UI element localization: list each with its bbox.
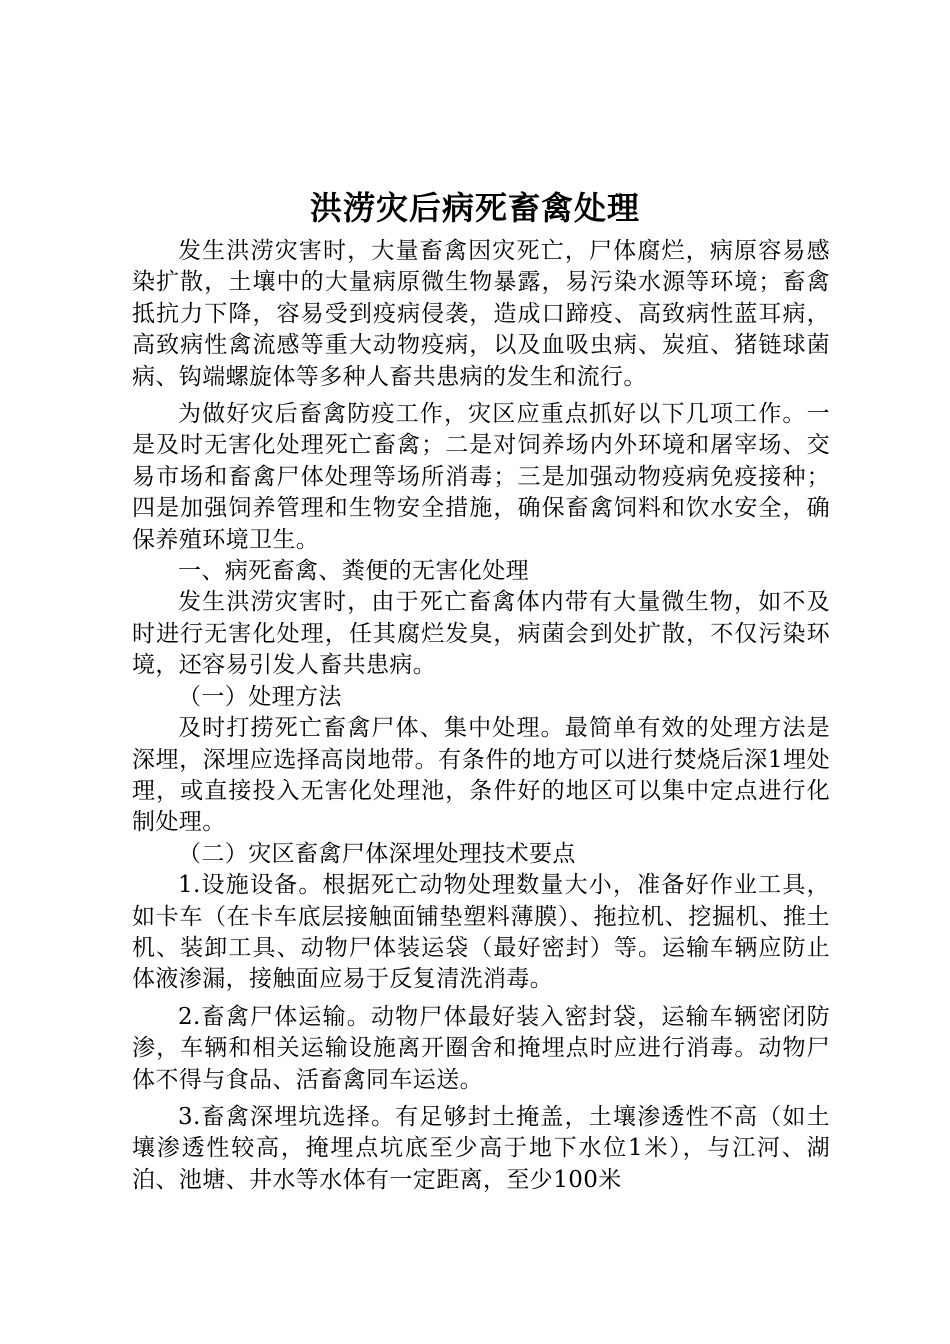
paragraph-item-3: 3.畜禽深埋坑选择。有足够封土掩盖，土壤渗透性不高（如土壤渗透性较高，掩埋点坑底至少高于地下水位1米），与江河、湖泊、池塘、井水等水体有一定距离，至少100米 xyxy=(132,1103,830,1193)
paragraph-overview: 为做好灾后畜禽防疫工作，灾区应重点抓好以下几项工作。一是及时无害化处理死亡畜禽；二是对饲养场内外环境和屠宰场、交易市场和畜禽尸体处理等场所消毒；三是加强动物疫病免疫接种；四是加强饲养管理和生物安全措施，确保畜禽饲料和饮水安全，确保养殖环境卫生。 xyxy=(132,401,830,553)
document-body xyxy=(132,236,830,1196)
paragraph-section-1: 发生洪涝灾害时，由于死亡畜禽体内带有大量微生物，如不及时进行无害化处理，任其腐烂发臭，病菌会到处扩散，不仅污染环境，还容易引发人畜共患病。 xyxy=(132,589,830,679)
subsection-heading-1: （一）处理方法 xyxy=(178,683,342,710)
paragraph-intro: 发生洪涝灾害时，大量畜禽因灾死亡，尸体腐烂，病原容易感染扩散，土壤中的大量病原微生物暴露，易污染水源等环境；畜禽抵抗力下降，容易受到疫病侵袭，造成口蹄疫、高致病性蓝耳病，高致病性禽流感等重大动物疫病，以及血吸虫病、炭疽、猪链球菌病、钩端螺旋体等多种人畜共患病的发生和流行。 xyxy=(132,238,830,390)
document-title: 洪涝灾后病死畜禽处理 xyxy=(309,189,640,227)
subsection-heading-2: （二）灾区畜禽尸体深埋处理技术要点 xyxy=(178,840,576,867)
paragraph-item-2: 2.畜禽尸体运输。动物尸体最好装入密封袋，运输车辆密闭防渗，车辆和相关运输设施离开圈舍和掩埋点时应进行消毒。动物尸体不得与食品、活畜禽同车运送。 xyxy=(132,1003,830,1093)
paragraph-methods: 及时打捞死亡畜禽尸体、集中处理。最简单有效的处理方法是深埋，深埋应选择高岗地带。有条件的地方可以进行焚烧后深1埋处理，或直接投入无害化处理池，条件好的地区可以集中定点进行化制处理。 xyxy=(132,715,830,836)
paragraph-item-1: 1.设施设备。根据死亡动物处理数量大小，准备好作业工具，如卡车（在卡车底层接触面铺垫塑料薄膜）、拖拉机、挖掘机、推土机、装卸工具、动物尸体装运袋（最好密封）等。运输车辆应防止体液渗漏，接触面应易于反复清洗消毒。 xyxy=(132,872,830,993)
section-heading-1: 一、病死畜禽、粪便的无害化处理 xyxy=(178,558,529,585)
